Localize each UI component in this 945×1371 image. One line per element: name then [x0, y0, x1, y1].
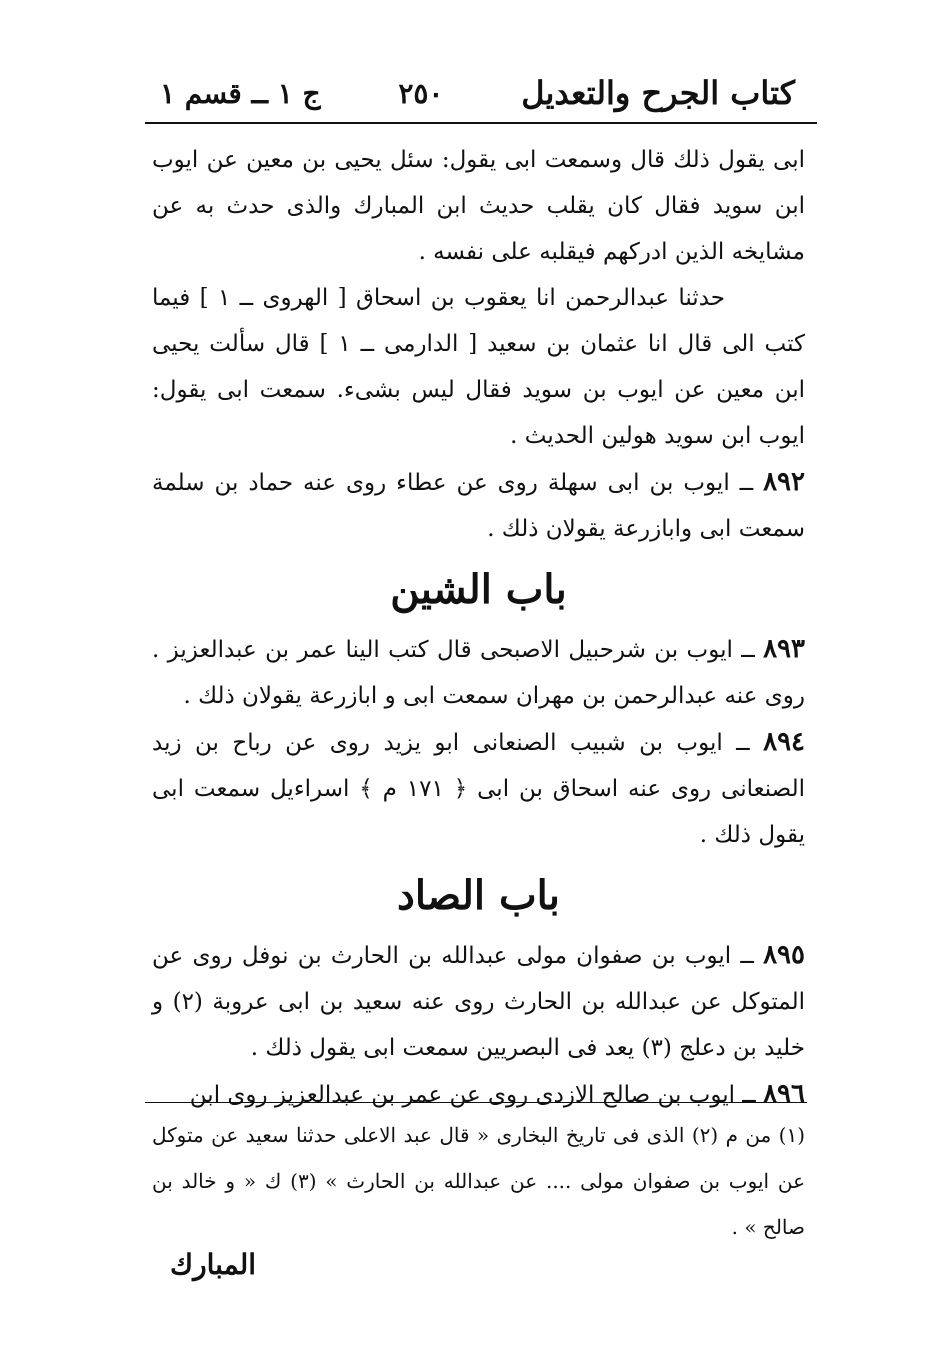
main-text [152, 137, 805, 1118]
entry-number: ٨٩٢ [763, 467, 805, 497]
page-number: ٢٥٠ [398, 76, 444, 110]
entry-895 [152, 932, 805, 1071]
entry-text: ــ ايوب بن صالح الازدى روى عن عمر بن عبدالعزيز روى ابن [189, 1082, 756, 1108]
footnotes [152, 1112, 805, 1250]
entry-text: ــ ايوب بن ابى سهلة روى عن عطاء روى عنه حماد بن سلمة سمعت ابى وابازرعة يقولان ذلك . [152, 470, 805, 542]
footnote-text: (١) من م (٢) الذى فى تاريخ البخارى « قال عبد الاعلى حدثنا سعيد عن متوكل عن ايوب بن صفوان مولى .... عن عبدالله بن الحارث » (٣) ك « و خالد بن صالح » . [152, 1123, 806, 1239]
section-heading-sad: باب الصاد [397, 872, 560, 919]
entry-893 [152, 626, 805, 719]
entry-number: ٨٩٣ [763, 634, 805, 664]
entry-text: ــ ايوب بن صفوان مولى عبدالله بن الحارث بن نوفل روى عن المتوكل عن عبدالله بن الحارث روى عنه سعيد بن ابى عروبة (٢) و خليد بن دعلج (٣) يعد فى البصريين سمعت ابى يقول ذلك . [152, 943, 805, 1061]
entry-text: ــ ايوب بن شبيب الصنعانى ابو يزيد روى عن رباح بن زيد الصنعانى روى عنه اسحاق بن ابى ﴿ ١٧١ م ﴾ اسراءيل سمعت ابى يقول ذلك . [152, 730, 806, 848]
entry-894 [152, 719, 805, 858]
section-heading-shin: باب الشين [390, 566, 567, 613]
book-title: كتاب الجرح والتعديل [521, 74, 795, 112]
entry-number: ٨٩٤ [763, 727, 806, 757]
volume-label: ج ١ ــ قسم ١ [160, 76, 321, 110]
signature-stamp: المبارك [170, 1248, 257, 1281]
page-header [160, 68, 795, 118]
header-rule [145, 122, 817, 124]
footnote-rule [145, 1102, 807, 1103]
entry-number: ٨٩٦ [763, 1079, 805, 1109]
paragraph-2: حدثنا عبدالرحمن انا يعقوب بن اسحاق [ الهروى ــ ١ ] فيما كتب الى قال انا عثمان بن سعيد [ الدارمى ــ ١ ] قال سألت يحيى ابن معين عن ايوب بن سويد فقال ليس بشىء. سمعت ابى يقول: ايوب ابن سويد هولين الحديث . [152, 285, 805, 449]
entry-896 [152, 1071, 805, 1118]
paragraph-1: ابى يقول ذلك قال وسمعت ابى يقول: سئل يحيى بن معين عن ايوب ابن سويد فقال كان يقلب حديث ابن المبارك والذى حدث به عن مشايخه الذين ادركهم فيقلبه على نفسه . [152, 147, 805, 265]
entry-number: ٨٩٥ [763, 940, 805, 970]
entry-892 [152, 459, 805, 552]
entry-text: ــ ايوب بن شرحبيل الاصبحى قال كتب الينا عمر بن عبدالعزيز . روى عنه عبدالرحمن بن مهران سمعت ابى و ابازرعة يقولان ذلك . [152, 637, 805, 709]
